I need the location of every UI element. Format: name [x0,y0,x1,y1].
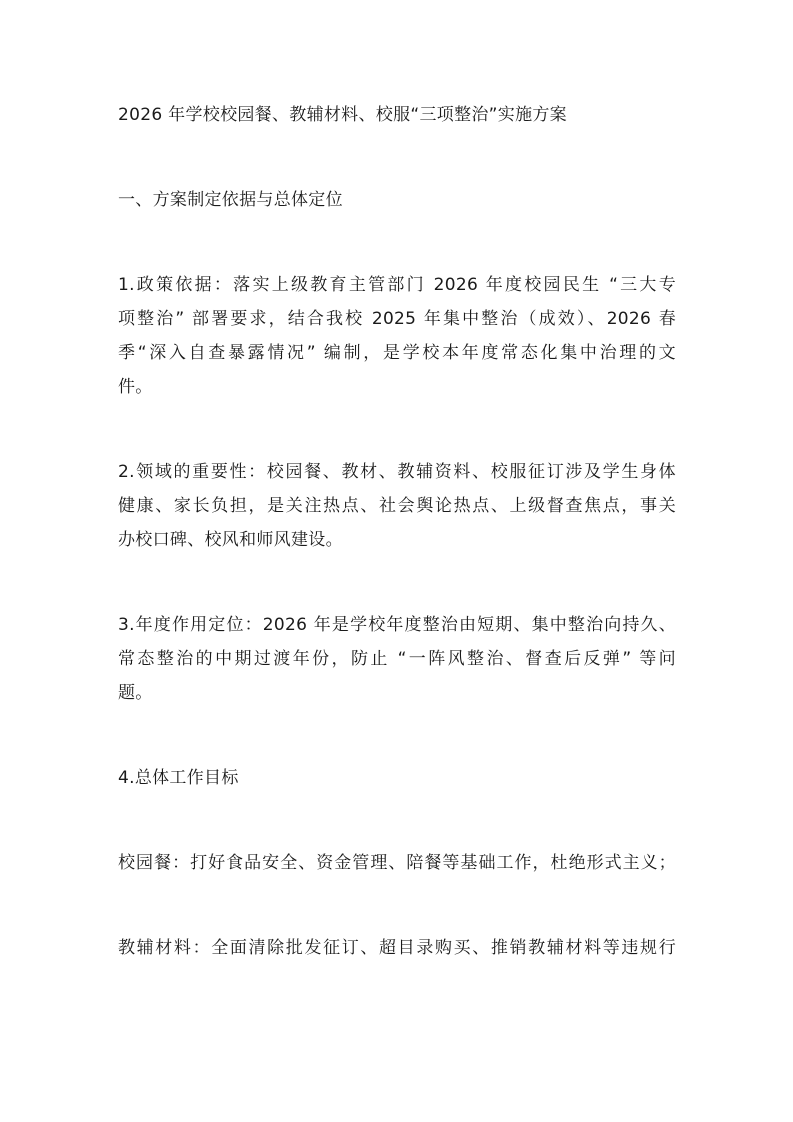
paragraph-line: 校园餐：打好食品安全、资金管理、陪餐等基础工作，杜绝形式主义； [118,853,676,873]
paragraph-line: 件。 [118,377,153,397]
paragraph-line: 1.政策依据：落实上级教育主管部门 2026 年度校园民生 “三大专 [118,275,676,295]
paragraph-line: 教辅材料：全面清除批发征订、超目录购买、推销教辅材料等违规行 [118,938,676,958]
paragraph-line: 3.年度作用定位：2026 年是学校年度整治由短期、集中整治向持久、 [118,615,676,635]
paragraph-annual-role [118,608,676,710]
paragraph-policy-basis [118,268,676,404]
document-title: 2026 年学校校园餐、教辅材料、校服“三项整治”实施方案 [118,105,567,125]
paragraph-overall-goal [118,761,676,795]
paragraph-line: 4.总体工作目标 [118,768,239,788]
paragraph-line: 季“深入自查暴露情况” 编制，是学校本年度常态化集中治理的文 [118,343,676,363]
paragraph-line: 常态整治的中期过渡年份，防止 “一阵风整治、督查后反弹” 等问 [118,649,676,669]
paragraph-line: 项整治” 部署要求，结合我校 2025 年集中整治（成效）、2026 春 [118,309,676,329]
paragraph-campus-meals [118,846,676,880]
document-body [118,98,676,1016]
paragraph-importance [118,455,676,557]
paragraph-line: 办校口碑、校风和师风建设。 [118,530,343,550]
paragraph-teaching-materials [118,931,676,965]
paragraph-line: 健康、家长负担，是关注热点、社会舆论热点、上级督查焦点，事关 [118,496,676,516]
paragraph-line: 2.领域的重要性：校园餐、教材、教辅资料、校服征订涉及学生身体 [118,462,676,482]
section-heading: 一、方案制定依据与总体定位 [118,190,343,210]
paragraph-line: 题。 [118,683,153,703]
